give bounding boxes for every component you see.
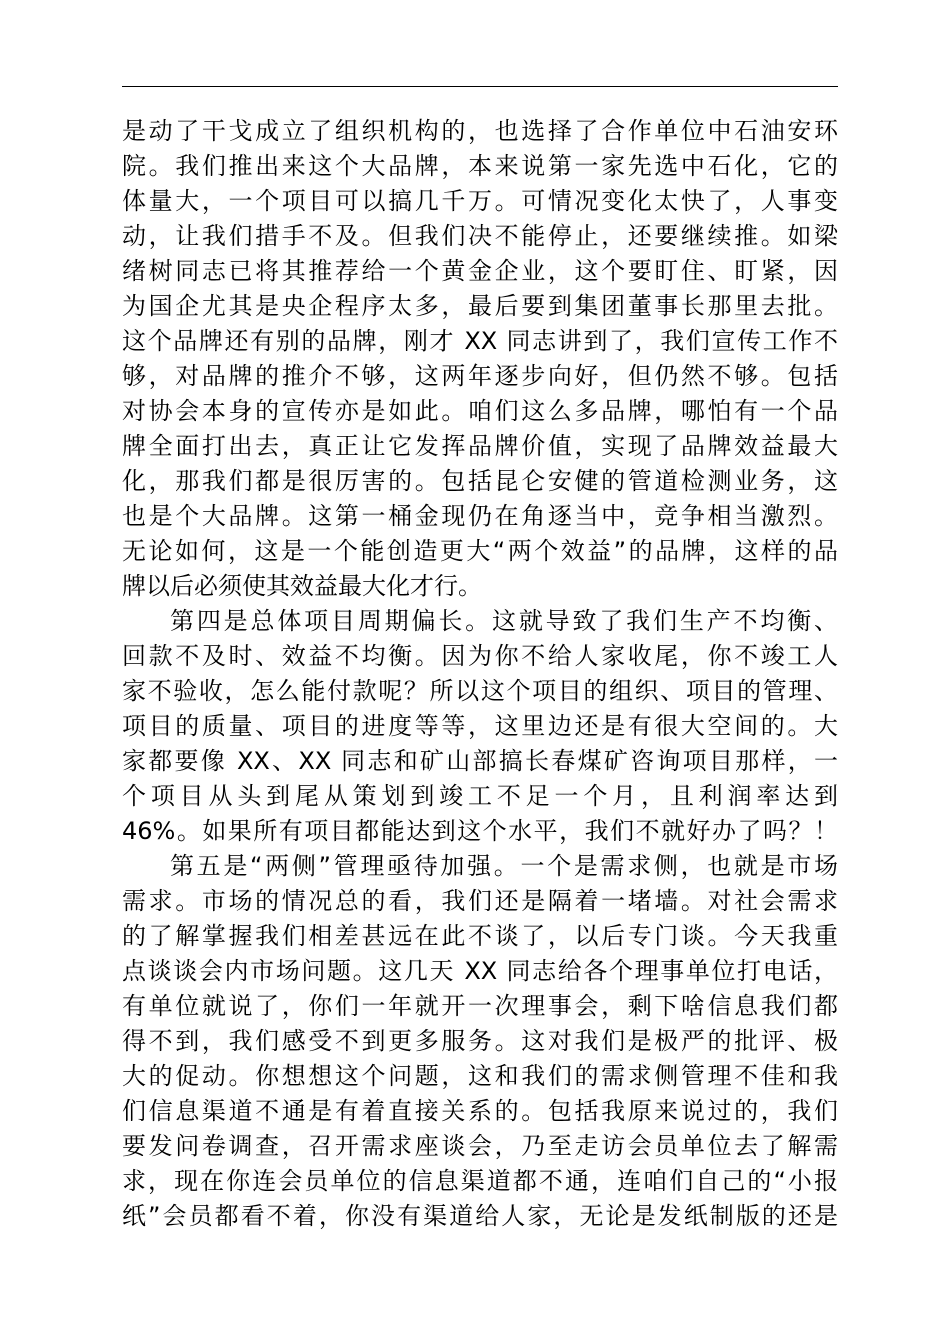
text-line: 动，让我们措手不及。但我们决不能停止，还要继续推。如梁 [122,222,838,250]
text-line: 有单位就说了，你们一年就开一次理事会，剩下啥信息我们都 [122,992,838,1020]
text-line: 项目的质量、项目的进度等等，这里边还是有很大空间的。大 [122,712,838,740]
text-line: 体量大，一个项目可以搞几千万。可情况变化太快了，人事变 [122,187,838,215]
text-line: 46%。如果所有项目都能达到这个水平，我们不就好办了吗？！ [122,817,838,845]
text-line: 够，对品牌的推介不够，这两年逐步向好，但仍然不够。包括 [122,362,838,390]
text-line: 需求。市场的情况总的看，我们还是隔着一堵墙。对社会需求 [122,887,838,915]
text-line: 家不验收，怎么能付款呢？所以这个项目的组织、项目的管理、 [122,677,838,705]
text-line: 大的促动。你想想这个问题，这和我们的需求侧管理不佳和我 [122,1062,838,1090]
text-line: 对协会本身的宣传亦是如此。咱们这么多品牌，哪怕有一个品 [122,397,838,425]
text-line: 牌以后必须使其效益最大化才行。 [122,572,482,600]
text-line: 第五是“两侧”管理亟待加强。一个是需求侧，也就是市场 [170,852,838,880]
text-line: 第四是总体项目周期偏长。这就导致了我们生产不均衡、 [170,607,838,635]
text-line: 是动了干戈成立了组织机构的，也选择了合作单位中石油安环 [122,117,838,145]
text-line: 个项目从头到尾从策划到竣工不足一个月，且利润率达到 [122,782,838,810]
text-line: 无论如何，这是一个能创造更大“两个效益”的品牌，这样的品 [122,537,838,565]
header-rule [122,86,838,87]
text-line: 点谈谈会内市场问题。这几天 XX 同志给各个理事单位打电话， [122,957,838,985]
text-line: 这个品牌还有别的品牌，刚才 XX 同志讲到了，我们宣传工作不 [122,327,838,355]
text-line: 牌全面打出去，真正让它发挥品牌价值，实现了品牌效益最大 [122,432,838,460]
text-line: 化，那我们都是很厉害的。包括昆仑安健的管道检测业务，这 [122,467,838,495]
text-line: 要发问卷调查，召开需求座谈会，乃至走访会员单位去了解需 [122,1132,838,1160]
text-line: 绪树同志已将其推荐给一个黄金企业，这个要盯住、盯紧，因 [122,257,838,285]
text-line: 回款不及时、效益不均衡。因为你不给人家收尾，你不竣工人 [122,642,838,670]
text-line: 家都要像 XX、XX 同志和矿山部搞长春煤矿咨询项目那样，一 [122,747,838,775]
document-body [122,114,838,1234]
text-line: 求，现在你连会员单位的信息渠道都不通，连咱们自己的“小报 [122,1167,838,1195]
text-line: 也是个大品牌。这第一桶金现仍在角逐当中，竞争相当激烈。 [122,502,838,530]
text-line: 为国企尤其是央企程序太多，最后要到集团董事长那里去批。 [122,292,838,320]
text-line: 纸”会员都看不着，你没有渠道给人家，无论是发纸制版的还是 [122,1202,838,1230]
text-line: 院。我们推出来这个大品牌，本来说第一家先选中石化，它的 [122,152,838,180]
text-line: 的了解掌握我们相差甚远在此不谈了，以后专门谈。今天我重 [122,922,838,950]
text-line: 们信息渠道不通是有着直接关系的。包括我原来说过的，我们 [122,1097,838,1125]
text-line: 得不到，我们感受不到更多服务。这对我们是极严的批评、极 [122,1027,838,1055]
